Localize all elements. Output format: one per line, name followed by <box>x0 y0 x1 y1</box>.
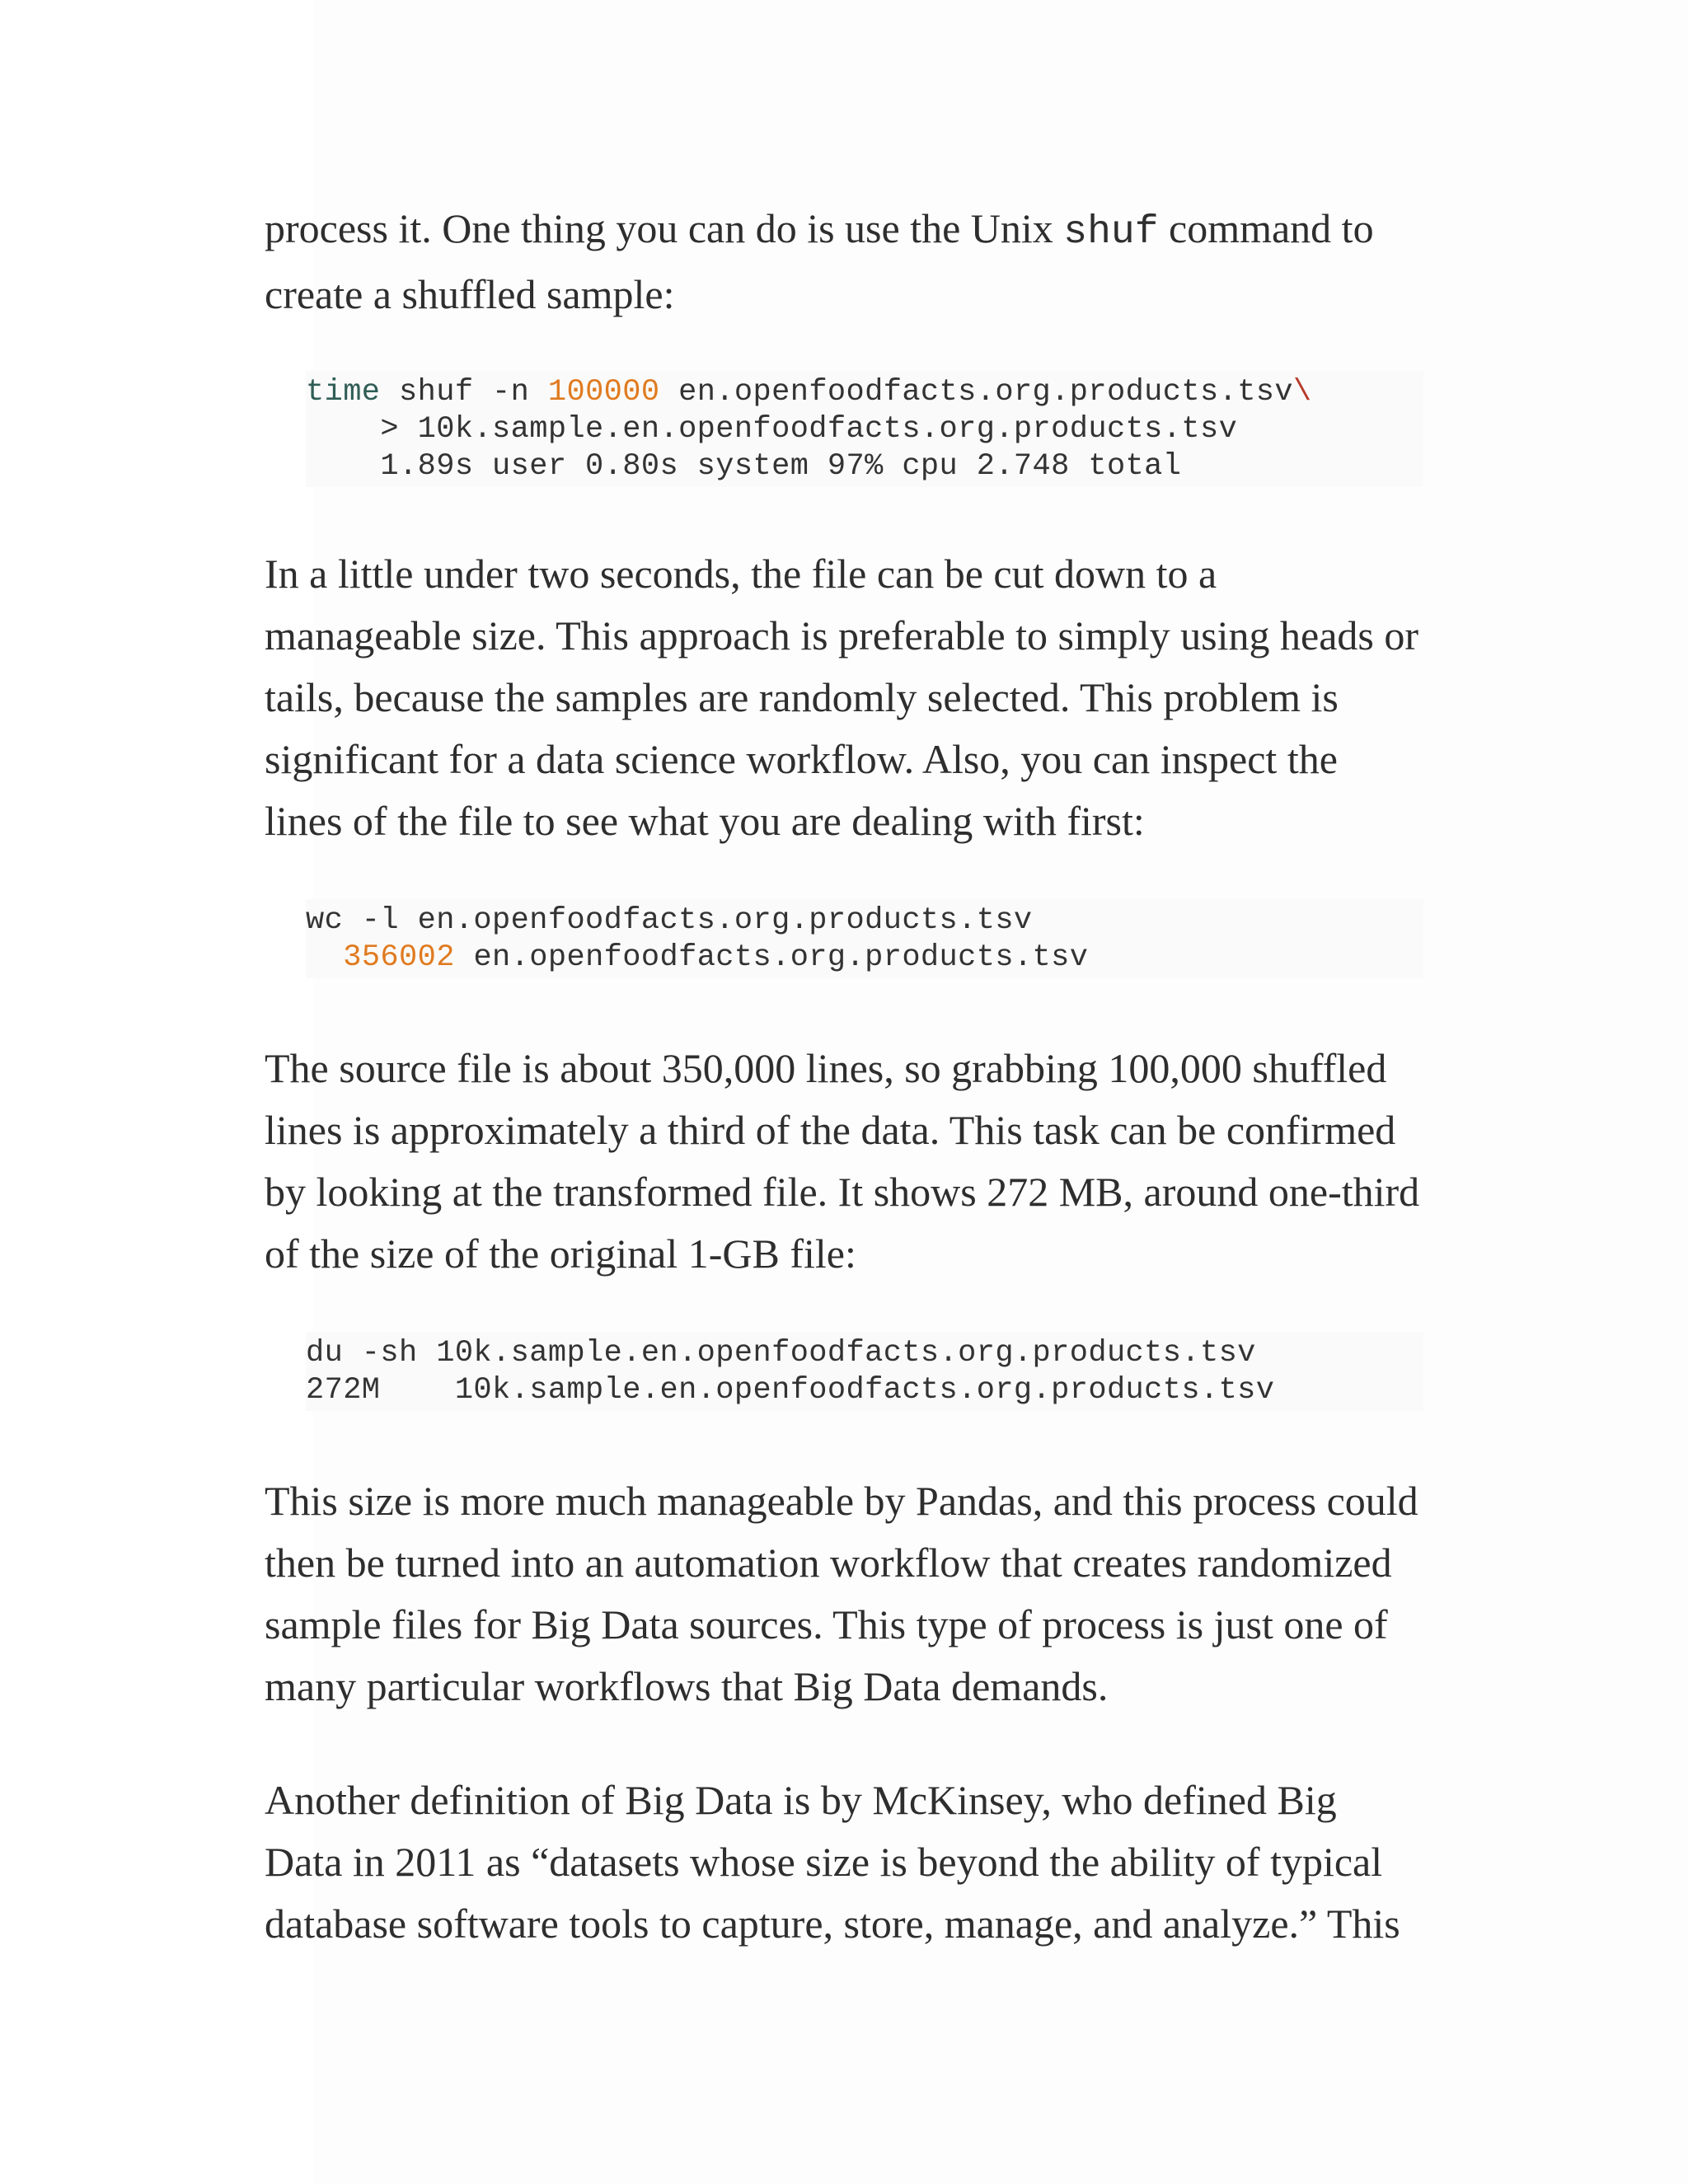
code-text: shuf -n <box>380 375 548 410</box>
paragraph-source-file: The source file is about 350,000 lines, so grabbing 100,000 shuffled lines is approximately a third of the data. This task can be confirmed by looking at the transformed file. It shows 272 MB, around one-third of the size of the original 1-GB file: <box>265 1045 1420 1277</box>
paragraph-text: process it. One thing you can do is use the Unix <box>265 205 1064 251</box>
code-keyword: time <box>306 375 381 410</box>
code-text: en.openfoodfacts.org.products.tsv <box>659 375 1294 410</box>
paragraph-text: command to create a shuffled sample: <box>265 205 1374 317</box>
code-text <box>306 940 343 975</box>
code-number: 100000 <box>547 375 660 410</box>
code-backslash: \ <box>1293 375 1312 410</box>
paragraph-sample-size: In a little under two seconds, the file can be cut down to a manageable size. This approach is preferable to simply using heads or tails, because the samples are randomly selected. This problem is significant for a data science workflow. Also, you can inspect the lines of the file to see what you are dealing with first: <box>265 551 1419 844</box>
code-line: du -sh 10k.sample.en.openfoodfacts.org.products.tsv <box>306 1336 1256 1371</box>
code-line: > 10k.sample.en.openfoodfacts.org.products.tsv <box>306 412 1238 447</box>
code-text: en.openfoodfacts.org.products.tsv <box>454 940 1089 975</box>
document-page <box>265 198 1423 1955</box>
code-block-shuf <box>306 371 1423 487</box>
paragraph-shuf-intro <box>265 198 1423 326</box>
code-line: 272M 10k.sample.en.openfoodfacts.org.products.tsv <box>306 1373 1275 1408</box>
code-block-du <box>306 1332 1423 1411</box>
code-number: 356002 <box>343 940 455 975</box>
code-line: wc -l en.openfoodfacts.org.products.tsv <box>306 903 1033 938</box>
inline-code-shuf: shuf <box>1063 210 1159 255</box>
paragraph-pandas: This size is more much manageable by Pandas, and this process could then be turned into an automation workflow that creates randomized sample files for Big Data sources. This type of process is just one of many particular workflows that Big Data demands. <box>265 1478 1418 1709</box>
paragraph-mckinsey: Another definition of Big Data is by McKinsey, who defined Big Data in 2011 as “datasets whose size is beyond the ability of typical database software tools to capture, store, manage, and analyze.” This <box>265 1777 1400 1947</box>
code-block-wc <box>306 899 1423 978</box>
code-line: 1.89s user 0.80s system 97% cpu 2.748 total <box>306 449 1182 484</box>
